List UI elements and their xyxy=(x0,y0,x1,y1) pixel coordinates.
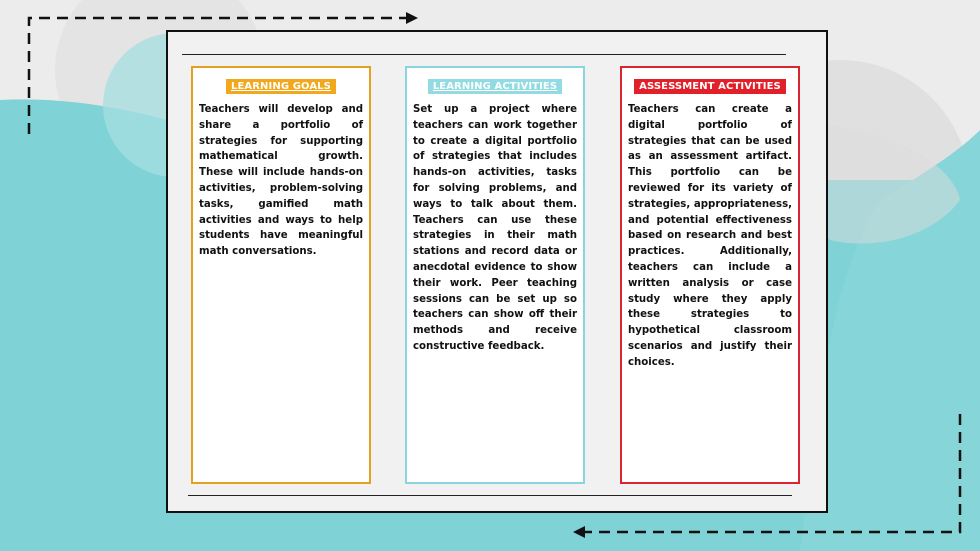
assessment-activities-title: ASSESSMENT ACTIVITIES xyxy=(634,79,786,94)
learning-activities-text: Set up a project where teachers can work together to create a digital portfolio of strategies that includes hands-on activities, tasks for solving problems, and ways to talk about them. Teachers can use these strategies in their math stations and record data or anecdotal evidence to show their work. Peer teaching sessions can be set up so teachers can show off their methods and receive constructive feedback. xyxy=(413,104,577,352)
learning-goals-badge xyxy=(193,74,369,94)
learning-goals-text: Teachers will develop and share a portfolio of strategies for supporting mathematical growth. These will include hands-on activities, problem-solving tasks, gamified math activities and ways to help students have meaningful math conversations. xyxy=(199,104,363,258)
content-panel xyxy=(166,30,828,513)
learning-activities-card xyxy=(405,66,585,484)
learning-goals-title: LEARNING GOALS xyxy=(226,79,336,94)
top-divider xyxy=(182,54,786,55)
assessment-activities-text: Teachers can create a digital portfolio of strategies that can be used as an assessment artifact. This portfolio can be reviewed for its variety of strategies, appropriateness, and potential effectiveness based on research and best practices. Additionally, teachers can include a written analysis or case study where they apply these strategies to hypothetical classroom scenarios and justify their choices. xyxy=(628,104,792,368)
bottom-divider xyxy=(188,495,792,496)
assessment-activities-card xyxy=(620,66,800,484)
learning-activities-badge xyxy=(407,74,583,94)
learning-activities-title: LEARNING ACTIVITIES xyxy=(428,79,562,94)
assessment-activities-badge xyxy=(622,74,798,94)
learning-goals-card xyxy=(191,66,371,484)
